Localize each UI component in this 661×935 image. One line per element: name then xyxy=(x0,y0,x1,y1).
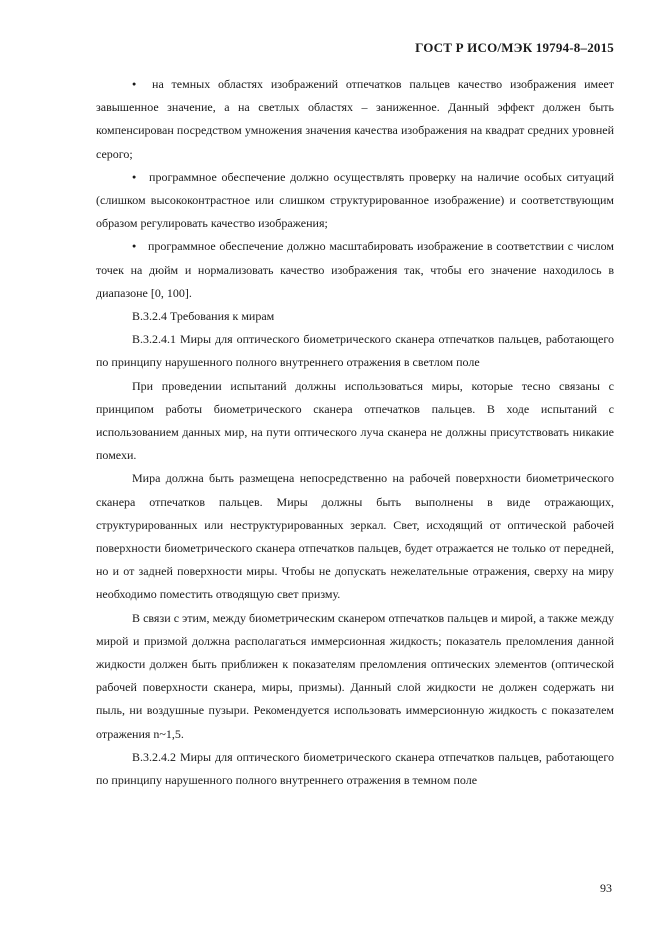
subsection-heading: В.3.2.4.1 Миры для оптического биометрического сканера отпечатков пальцев, работающего по принципу нарушенного полного внутреннего отражения в светлом поле xyxy=(96,332,614,370)
paragraph: Мира должна быть размещена непосредственно на рабочей поверхности биометрического сканера отпечатков пальцев. Миры должны быть выполнены в виде отражающих, структурированных или неструктурированных зеркал. Свет, исходящий от оптической рабочей поверхности биометрического сканера отпечатков пальцев, будет отражается не только от передней, но и от задней поверхности миры. Чтобы не допускать нежелательные отражения, сверху на миру необходимо поместить отводящую свет призму. xyxy=(96,471,614,602)
bullet-item: ● программное обеспечение должно осуществлять проверку на наличие особых ситуаций (слишком высококонтрастное или слишком структурированное изображение) и соответствующим образом регулировать качество изображения; xyxy=(96,166,614,236)
paragraph: В связи с этим, между биометрическим сканером отпечатков пальцев и мирой, а также между мирой и призмой должна располагаться иммерсионная жидкость; показатель преломления данной жидкости должен быть приближен к показателям преломления оптических элементов (оптической рабочей поверхности сканера, миры, призмы). Данный слой жидкости не должен содержать ни пыль, ни воздушные пузыри. Рекомендуется использовать иммерсионную жидкость с показателем отражения n~1,5. xyxy=(96,610,614,741)
section-heading: В.3.2.4 Требования к мирам xyxy=(132,309,275,324)
paragraph: При проведении испытаний должны использоваться миры, которые тесно связаны с принципом работы биометрического сканера отпечатков пальцев. В ходе испытаний с использованием данных мир, на пути оптического луча сканера не должны присутствовать никакие помехи. xyxy=(96,378,614,463)
document-body xyxy=(96,73,614,792)
subsection-heading: В.3.2.4.2 Миры для оптического биометрического сканера отпечатков пальцев, работающего по принципу нарушенного полного внутреннего отражения в темном поле xyxy=(96,749,614,788)
bullet-item: ● программное обеспечение должно масштабировать изображение в соответствии с числом точек на дюйм и нормализовать качество изображения так, чтобы его значение находилось в диапазоне [0, 100]. xyxy=(96,235,614,305)
standard-header: ГОСТ Р ИСО/МЭК 19794-8–2015 xyxy=(415,40,614,55)
bullet-item: ● на темных областях изображений отпечатков пальцев качество изображения имеет завышенное значение, а на светлых областях – заниженное. Данный эффект должен быть компенсирован посредством умножения значения качества изображения на квадрат средних уровней серого; xyxy=(96,73,614,166)
page-number: 93 xyxy=(600,881,612,895)
